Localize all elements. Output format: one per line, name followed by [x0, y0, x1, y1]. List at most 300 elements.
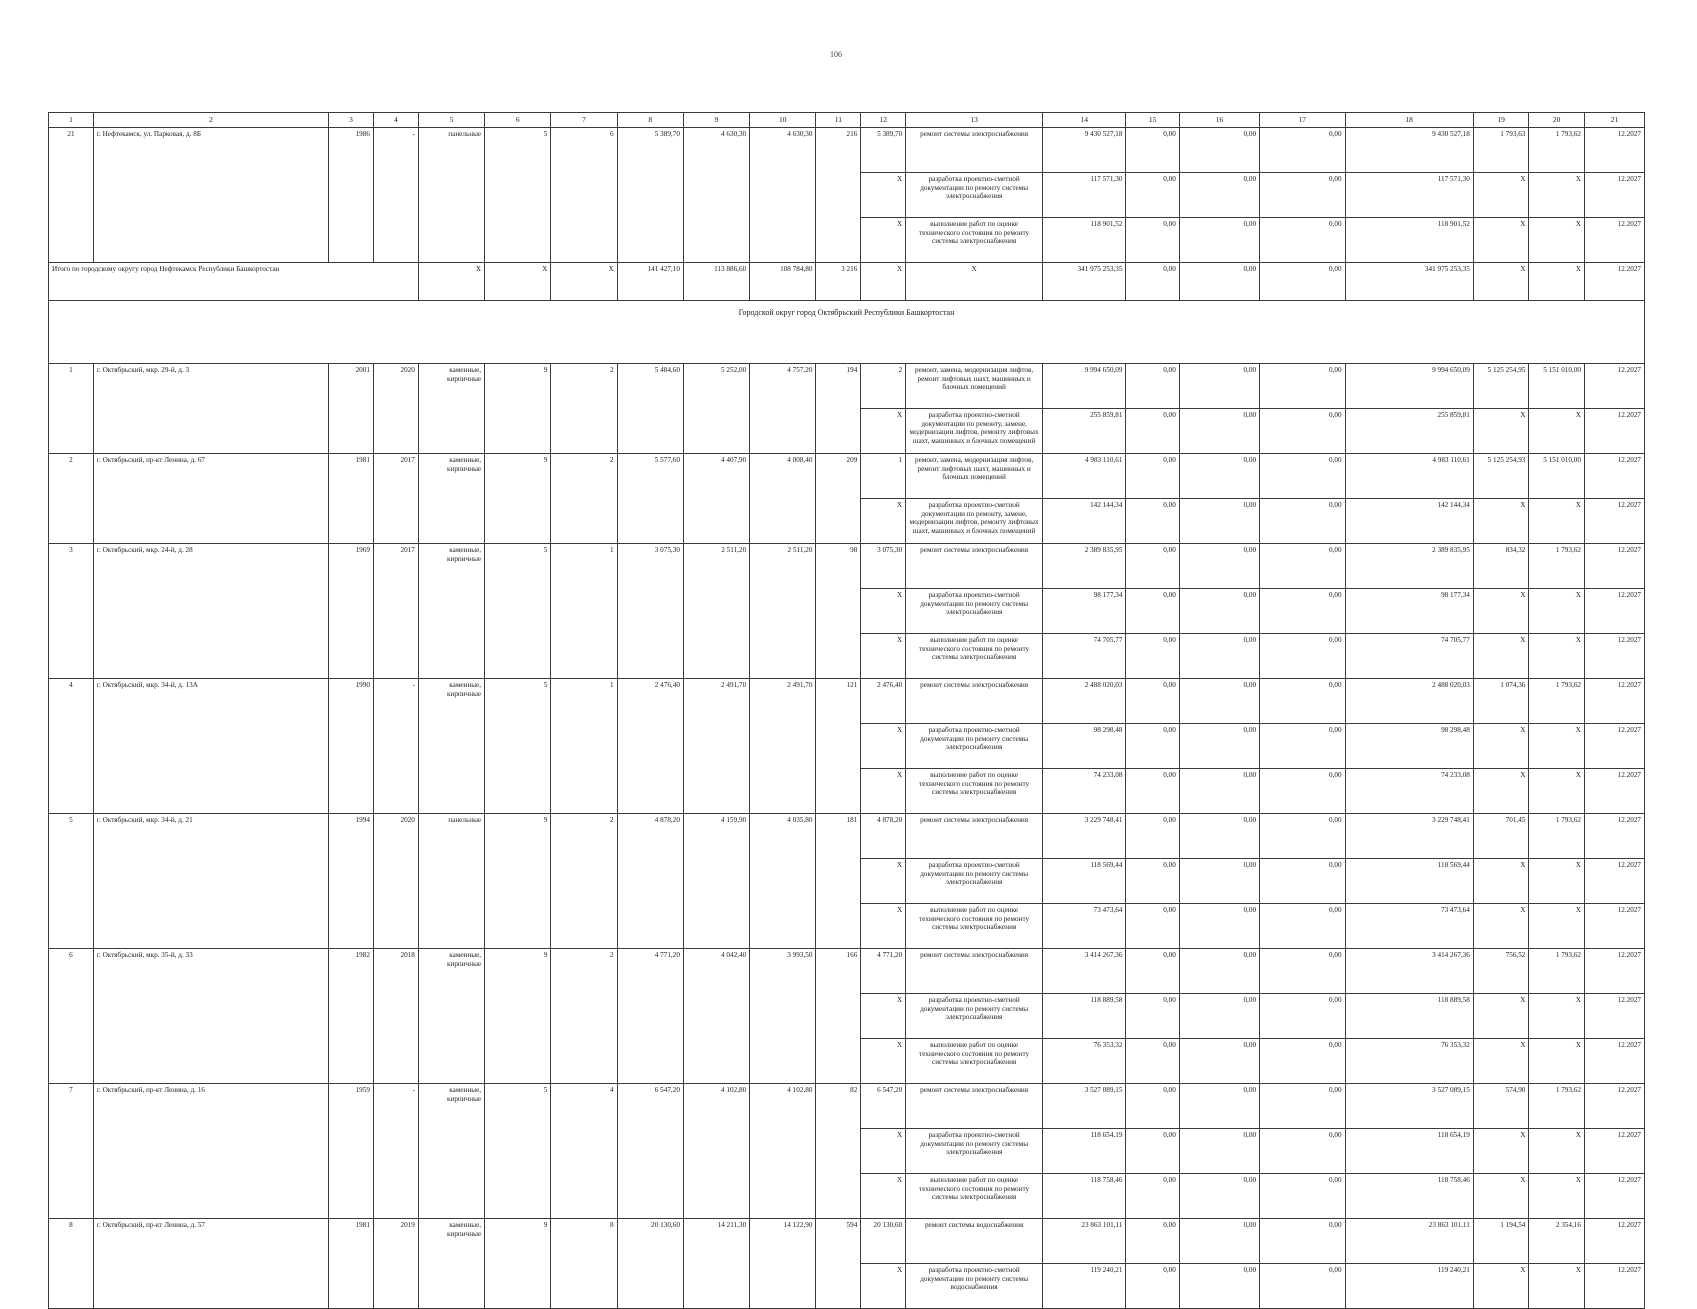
work-c12: X [861, 1129, 906, 1174]
work-c15: 0,00 [1126, 1039, 1179, 1084]
object-number: 3 [49, 544, 94, 679]
work-c14: 74 705,77 [1043, 634, 1126, 679]
work-c13: разработка проектно-сметной документации по ремонту системы электроснабжения [906, 589, 1043, 634]
work-c17: 0,00 [1260, 1174, 1346, 1219]
work-c20: X [1529, 589, 1585, 634]
register-table-body [49, 113, 1645, 1309]
work-c19: 834,32 [1473, 544, 1529, 589]
work-c13: выполнение работ по оценке технического состояния по ремонту системы электроснабжения [906, 1039, 1043, 1084]
column-number: 19 [1473, 113, 1529, 128]
work-c18: 73 473,64 [1345, 904, 1473, 949]
work-c18: 117 571,30 [1345, 173, 1473, 218]
column-number: 21 [1584, 113, 1644, 128]
area-total: 5 577,60 [617, 454, 683, 544]
object-address: г. Октябрьский, пр-кт Ленина, д. 67 [93, 454, 328, 544]
column-number: 17 [1260, 113, 1346, 128]
work-c15: 0,00 [1126, 634, 1179, 679]
work-c16: 0,00 [1179, 724, 1259, 769]
work-c20: 1 793,62 [1529, 949, 1585, 994]
work-c13: выполнение работ по оценке технического состояния по ремонту системы электроснабжения [906, 634, 1043, 679]
work-c18: 118 901,52 [1345, 218, 1473, 263]
column-number: 12 [861, 113, 906, 128]
floors-count: 5 [485, 544, 551, 679]
wall-material: каменные, кирпичные [418, 679, 484, 814]
work-c13: разработка проектно-сметной документации по ремонту системы электроснабжения [906, 724, 1043, 769]
work-c13: выполнение работ по оценке технического состояния по ремонту системы электроснабжения [906, 1174, 1043, 1219]
work-c15: 0,00 [1126, 1129, 1179, 1174]
work-c14: 255 859,81 [1043, 409, 1126, 454]
work-c21: 12.2027 [1584, 949, 1644, 994]
build-year: 1986 [329, 128, 374, 263]
work-c15: 0,00 [1126, 724, 1179, 769]
total-row [49, 263, 1645, 301]
work-c14: 76 353,32 [1043, 1039, 1126, 1084]
floors-count: 9 [485, 364, 551, 454]
work-c13: ремонт системы электроснабжения [906, 949, 1043, 994]
area-living: 4 159,90 [683, 814, 749, 949]
work-c20: X [1529, 769, 1585, 814]
work-c20: X [1529, 173, 1585, 218]
work-c12: X [861, 1039, 906, 1084]
object-address: г. Октябрьский, мкр. 24-й, д. 28 [93, 544, 328, 679]
residents-count: 181 [816, 814, 861, 949]
work-c17: 0,00 [1260, 409, 1346, 454]
work-c15: 0,00 [1126, 679, 1179, 724]
column-number: 15 [1126, 113, 1179, 128]
work-c20: 5 151 010,00 [1529, 364, 1585, 409]
work-c21: 12.2027 [1584, 409, 1644, 454]
floors-count: 9 [485, 1219, 551, 1309]
work-c19: 5 125 254,95 [1473, 364, 1529, 409]
work-c18: 9 994 650,09 [1345, 364, 1473, 409]
total-c16: 0,00 [1179, 263, 1259, 301]
work-c12: X [861, 173, 906, 218]
column-number: 20 [1529, 113, 1585, 128]
work-c15: 0,00 [1126, 364, 1179, 409]
work-c18: 118 889,58 [1345, 994, 1473, 1039]
work-c13: выполнение работ по оценке технического состояния по ремонту системы электроснабжения [906, 904, 1043, 949]
work-c16: 0,00 [1179, 409, 1259, 454]
area-living: 4 407,90 [683, 454, 749, 544]
work-c16: 0,00 [1179, 499, 1259, 544]
table-row [49, 544, 1645, 589]
work-c21: 12.2027 [1584, 173, 1644, 218]
work-c21: 12.2027 [1584, 769, 1644, 814]
area-total: 4 771,20 [617, 949, 683, 1084]
work-c20: 1 793,62 [1529, 814, 1585, 859]
column-number: 18 [1345, 113, 1473, 128]
work-c20: 5 151 010,00 [1529, 454, 1585, 499]
table-row [49, 1219, 1645, 1264]
object-number: 4 [49, 679, 94, 814]
column-number: 9 [683, 113, 749, 128]
work-c18: 23 863 101,11 [1345, 1219, 1473, 1264]
work-c19: 574,90 [1473, 1084, 1529, 1129]
work-c21: 12.2027 [1584, 218, 1644, 263]
entrances-count: 2 [551, 949, 617, 1084]
work-c18: 3 414 267,36 [1345, 949, 1473, 994]
work-c13: выполнение работ по оценке технического состояния по ремонту системы электроснабжения [906, 218, 1043, 263]
work-c12: 4 878,20 [861, 814, 906, 859]
object-number: 8 [49, 1219, 94, 1309]
area-living: 4 102,80 [683, 1084, 749, 1219]
object-number: 5 [49, 814, 94, 949]
build-year: 1959 [329, 1084, 374, 1219]
work-c14: 118 654,19 [1043, 1129, 1126, 1174]
work-c14: 9 994 650,09 [1043, 364, 1126, 409]
work-c21: 12.2027 [1584, 1264, 1644, 1309]
work-c21: 12.2027 [1584, 904, 1644, 949]
total-c14: 341 975 253,35 [1043, 263, 1126, 301]
work-c19: X [1473, 634, 1529, 679]
object-number: 1 [49, 364, 94, 454]
reconstruction-year: 2019 [373, 1219, 418, 1309]
work-c17: 0,00 [1260, 1264, 1346, 1309]
work-c20: X [1529, 1129, 1585, 1174]
column-number: 1 [49, 113, 94, 128]
area-living: 4 630,30 [683, 128, 749, 263]
work-c14: 118 758,46 [1043, 1174, 1126, 1219]
build-year: 1981 [329, 1219, 374, 1309]
work-c12: 1 [861, 454, 906, 499]
object-address: г. Октябрьский, пр-кт Ленина, д. 57 [93, 1219, 328, 1309]
work-c20: X [1529, 1264, 1585, 1309]
work-c21: 12.2027 [1584, 994, 1644, 1039]
work-c15: 0,00 [1126, 589, 1179, 634]
work-c20: X [1529, 218, 1585, 263]
work-c13: ремонт системы электроснабжения [906, 679, 1043, 724]
work-c17: 0,00 [1260, 499, 1346, 544]
work-c19: X [1473, 218, 1529, 263]
work-c21: 12.2027 [1584, 859, 1644, 904]
work-c14: 2 488 020,03 [1043, 679, 1126, 724]
work-c12: 3 075,30 [861, 544, 906, 589]
section-row [49, 301, 1645, 364]
work-c14: 73 473,64 [1043, 904, 1126, 949]
work-c14: 74 233,08 [1043, 769, 1126, 814]
column-number: 7 [551, 113, 617, 128]
work-c12: X [861, 769, 906, 814]
total-label: Итого по городскому округу город Нефтекамск Республики Башкортостан [49, 263, 419, 301]
work-c12: X [861, 218, 906, 263]
residents-count: 194 [816, 364, 861, 454]
work-c17: 0,00 [1260, 128, 1346, 173]
total-c15: 0,00 [1126, 263, 1179, 301]
total-c17: 0,00 [1260, 263, 1346, 301]
reconstruction-year: - [373, 1084, 418, 1219]
work-c20: 1 793,62 [1529, 679, 1585, 724]
work-c16: 0,00 [1179, 364, 1259, 409]
work-c16: 0,00 [1179, 589, 1259, 634]
work-c13: ремонт системы электроснабжения [906, 1084, 1043, 1129]
work-c18: 142 144,34 [1345, 499, 1473, 544]
reconstruction-year: 2018 [373, 949, 418, 1084]
area-residential: 4 035,80 [750, 814, 816, 949]
work-c17: 0,00 [1260, 769, 1346, 814]
work-c18: 2 389 835,95 [1345, 544, 1473, 589]
work-c13: ремонт системы водоснабжения [906, 1219, 1043, 1264]
work-c12: 4 771,20 [861, 949, 906, 994]
wall-material: каменные, кирпичные [418, 454, 484, 544]
total-c7: X [551, 263, 617, 301]
work-c18: 119 240,21 [1345, 1264, 1473, 1309]
area-living: 5 252,00 [683, 364, 749, 454]
work-c19: 1 074,36 [1473, 679, 1529, 724]
work-c19: 701,45 [1473, 814, 1529, 859]
column-number: 10 [750, 113, 816, 128]
work-c19: X [1473, 1264, 1529, 1309]
work-c14: 119 240,21 [1043, 1264, 1126, 1309]
work-c17: 0,00 [1260, 218, 1346, 263]
object-address: г. Октябрьский, мкр. 35-й, д. 33 [93, 949, 328, 1084]
work-c16: 0,00 [1179, 904, 1259, 949]
entrances-count: 1 [551, 679, 617, 814]
work-c21: 12.2027 [1584, 1039, 1644, 1084]
work-c13: разработка проектно-сметной документации по ремонту, замене, модернизации лифтов, ремонту лифтовых шахт, машинных и блочных помещений [906, 499, 1043, 544]
area-total: 4 878,20 [617, 814, 683, 949]
total-c12: X [861, 263, 906, 301]
area-total: 20 130,60 [617, 1219, 683, 1309]
work-c17: 0,00 [1260, 904, 1346, 949]
work-c21: 12.2027 [1584, 364, 1644, 409]
reconstruction-year: - [373, 679, 418, 814]
work-c16: 0,00 [1179, 544, 1259, 589]
work-c17: 0,00 [1260, 454, 1346, 499]
area-living: 14 211,30 [683, 1219, 749, 1309]
total-c18: 341 975 253,35 [1345, 263, 1473, 301]
work-c16: 0,00 [1179, 128, 1259, 173]
work-c15: 0,00 [1126, 173, 1179, 218]
section-title: Городской округ город Октябрьский Республики Башкортостан [49, 301, 1645, 364]
floors-count: 5 [485, 679, 551, 814]
work-c21: 12.2027 [1584, 1129, 1644, 1174]
work-c15: 0,00 [1126, 994, 1179, 1039]
work-c14: 4 983 110,61 [1043, 454, 1126, 499]
work-c13: ремонт, замена, модернизация лифтов, ремонт лифтовых шахт, машинных и блочных помещений [906, 454, 1043, 499]
total-c21: 12.2027 [1584, 263, 1644, 301]
register-table-container [48, 112, 1645, 1309]
work-c15: 0,00 [1126, 499, 1179, 544]
work-c16: 0,00 [1179, 949, 1259, 994]
work-c15: 0,00 [1126, 1264, 1179, 1309]
work-c18: 118 569,44 [1345, 859, 1473, 904]
work-c19: 1 793,63 [1473, 128, 1529, 173]
build-year: 1981 [329, 454, 374, 544]
total-c6: X [485, 263, 551, 301]
work-c21: 12.2027 [1584, 499, 1644, 544]
work-c16: 0,00 [1179, 994, 1259, 1039]
work-c20: 2 354,16 [1529, 1219, 1585, 1264]
floors-count: 5 [485, 128, 551, 263]
work-c14: 3 414 267,36 [1043, 949, 1126, 994]
register-table [48, 112, 1645, 1309]
work-c15: 0,00 [1126, 769, 1179, 814]
work-c12: 6 547,20 [861, 1084, 906, 1129]
area-total: 3 075,30 [617, 544, 683, 679]
work-c19: X [1473, 589, 1529, 634]
work-c16: 0,00 [1179, 454, 1259, 499]
column-number: 6 [485, 113, 551, 128]
work-c16: 0,00 [1179, 679, 1259, 724]
work-c17: 0,00 [1260, 1129, 1346, 1174]
area-residential: 2 511,20 [750, 544, 816, 679]
work-c12: X [861, 589, 906, 634]
object-address: г. Октябрьский, мкр. 29-й, д. 3 [93, 364, 328, 454]
work-c20: X [1529, 634, 1585, 679]
reconstruction-year: 2020 [373, 814, 418, 949]
work-c17: 0,00 [1260, 364, 1346, 409]
area-living: 4 042,40 [683, 949, 749, 1084]
work-c19: X [1473, 173, 1529, 218]
object-number: 21 [49, 128, 94, 263]
work-c18: 98 177,34 [1345, 589, 1473, 634]
work-c20: X [1529, 1039, 1585, 1084]
header-row [49, 113, 1645, 128]
total-c9: 113 886,60 [683, 263, 749, 301]
work-c18: 74 233,08 [1345, 769, 1473, 814]
work-c12: 2 [861, 364, 906, 409]
work-c21: 12.2027 [1584, 544, 1644, 589]
work-c17: 0,00 [1260, 544, 1346, 589]
floors-count: 5 [485, 1084, 551, 1219]
object-number: 7 [49, 1084, 94, 1219]
table-row [49, 454, 1645, 499]
work-c12: 2 476,40 [861, 679, 906, 724]
work-c17: 0,00 [1260, 1219, 1346, 1264]
work-c21: 12.2027 [1584, 1219, 1644, 1264]
wall-material: каменные, кирпичные [418, 544, 484, 679]
work-c13: ремонт системы электроснабжения [906, 544, 1043, 589]
work-c19: X [1473, 769, 1529, 814]
object-address: г. Нефтекамск, ул. Парковая, д. 8Б [93, 128, 328, 263]
work-c18: 98 298,48 [1345, 724, 1473, 769]
work-c14: 23 863 101,11 [1043, 1219, 1126, 1264]
work-c21: 12.2027 [1584, 589, 1644, 634]
wall-material: каменные, кирпичные [418, 1084, 484, 1219]
work-c15: 0,00 [1126, 904, 1179, 949]
work-c17: 0,00 [1260, 173, 1346, 218]
object-address: г. Октябрьский, мкр. 34-й, д. 13А [93, 679, 328, 814]
work-c13: ремонт, замена, модернизация лифтов, ремонт лифтовых шахт, машинных и блочных помещений [906, 364, 1043, 409]
area-residential: 4 008,40 [750, 454, 816, 544]
area-residential: 4 102,80 [750, 1084, 816, 1219]
work-c20: X [1529, 904, 1585, 949]
entrances-count: 4 [551, 1084, 617, 1219]
work-c21: 12.2027 [1584, 634, 1644, 679]
area-residential: 4 630,30 [750, 128, 816, 263]
total-c8: 141 427,10 [617, 263, 683, 301]
area-residential: 4 757,20 [750, 364, 816, 454]
build-year: 1982 [329, 949, 374, 1084]
work-c14: 117 571,30 [1043, 173, 1126, 218]
area-total: 5 484,60 [617, 364, 683, 454]
work-c17: 0,00 [1260, 814, 1346, 859]
entrances-count: 2 [551, 814, 617, 949]
work-c12: X [861, 1174, 906, 1219]
wall-material: панельные [418, 814, 484, 949]
work-c13: разработка проектно-сметной документации по ремонту системы электроснабжения [906, 859, 1043, 904]
work-c17: 0,00 [1260, 994, 1346, 1039]
area-living: 2 511,20 [683, 544, 749, 679]
residents-count: 209 [816, 454, 861, 544]
work-c15: 0,00 [1126, 1084, 1179, 1129]
work-c16: 0,00 [1179, 1219, 1259, 1264]
table-row [49, 364, 1645, 409]
work-c12: X [861, 724, 906, 769]
wall-material: панельные [418, 128, 484, 263]
table-row [49, 679, 1645, 724]
work-c12: X [861, 859, 906, 904]
wall-material: каменные, кирпичные [418, 364, 484, 454]
column-number: 11 [816, 113, 861, 128]
work-c19: X [1473, 724, 1529, 769]
work-c15: 0,00 [1126, 814, 1179, 859]
work-c14: 118 901,52 [1043, 218, 1126, 263]
work-c17: 0,00 [1260, 589, 1346, 634]
work-c19: X [1473, 409, 1529, 454]
work-c14: 98 298,48 [1043, 724, 1126, 769]
work-c20: 1 793,62 [1529, 1084, 1585, 1129]
work-c18: 4 983 110,61 [1345, 454, 1473, 499]
work-c16: 0,00 [1179, 814, 1259, 859]
area-residential: 3 993,50 [750, 949, 816, 1084]
work-c19: 1 194,54 [1473, 1219, 1529, 1264]
work-c17: 0,00 [1260, 679, 1346, 724]
column-number: 4 [373, 113, 418, 128]
work-c18: 118 758,46 [1345, 1174, 1473, 1219]
work-c17: 0,00 [1260, 634, 1346, 679]
work-c18: 3 229 748,41 [1345, 814, 1473, 859]
work-c13: ремонт системы электроснабжения [906, 128, 1043, 173]
entrances-count: 1 [551, 544, 617, 679]
work-c14: 98 177,34 [1043, 589, 1126, 634]
work-c13: разработка проектно-сметной документации по ремонту системы электроснабжения [906, 173, 1043, 218]
work-c12: X [861, 409, 906, 454]
work-c20: X [1529, 499, 1585, 544]
work-c18: 118 654,19 [1345, 1129, 1473, 1174]
work-c12: 5 389,70 [861, 128, 906, 173]
work-c16: 0,00 [1179, 1129, 1259, 1174]
work-c19: X [1473, 499, 1529, 544]
reconstruction-year: 2020 [373, 364, 418, 454]
work-c21: 12.2027 [1584, 679, 1644, 724]
work-c15: 0,00 [1126, 1174, 1179, 1219]
area-residential: 2 491,70 [750, 679, 816, 814]
page-number: 106 [830, 50, 842, 59]
work-c18: 74 705,77 [1345, 634, 1473, 679]
area-residential: 14 122,90 [750, 1219, 816, 1309]
work-c14: 3 527 089,15 [1043, 1084, 1126, 1129]
work-c21: 12.2027 [1584, 1084, 1644, 1129]
work-c18: 3 527 089,15 [1345, 1084, 1473, 1129]
column-number: 13 [906, 113, 1043, 128]
work-c12: X [861, 904, 906, 949]
work-c19: 756,52 [1473, 949, 1529, 994]
build-year: 1990 [329, 679, 374, 814]
work-c12: 20 130,60 [861, 1219, 906, 1264]
work-c15: 0,00 [1126, 218, 1179, 263]
column-number: 8 [617, 113, 683, 128]
column-number: 16 [1179, 113, 1259, 128]
work-c15: 0,00 [1126, 409, 1179, 454]
area-total: 2 476,40 [617, 679, 683, 814]
work-c13: выполнение работ по оценке технического состояния по ремонту системы электроснабжения [906, 769, 1043, 814]
work-c16: 0,00 [1179, 769, 1259, 814]
total-c13: X [906, 263, 1043, 301]
work-c16: 0,00 [1179, 1264, 1259, 1309]
wall-material: каменные, кирпичные [418, 949, 484, 1084]
work-c17: 0,00 [1260, 724, 1346, 769]
